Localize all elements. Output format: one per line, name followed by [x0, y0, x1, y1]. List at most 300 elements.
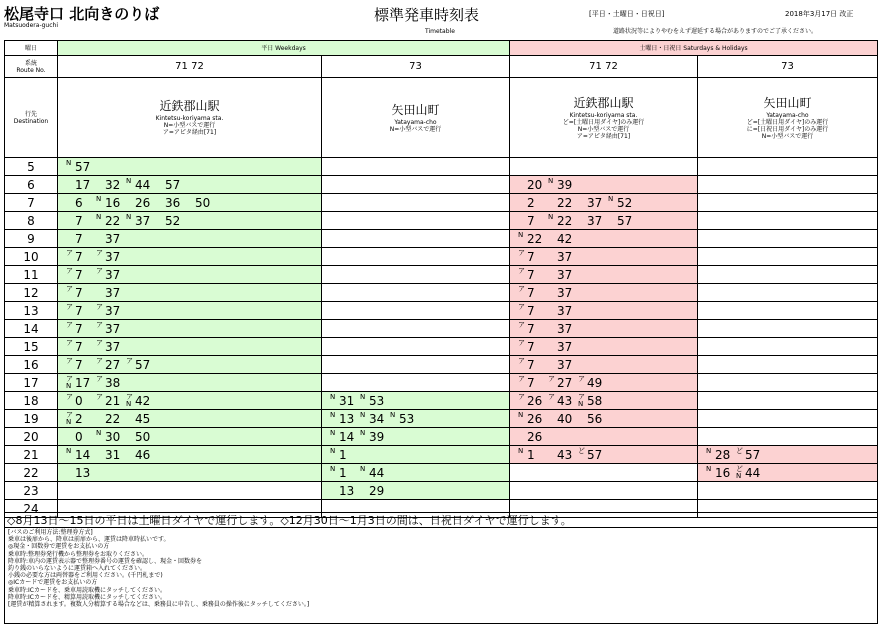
departure-marker: ア	[518, 285, 525, 293]
departure-minute: 53	[369, 394, 385, 408]
departure-minute: 31	[339, 394, 355, 408]
departures-weekday-73	[321, 320, 509, 338]
departures-weekday-73	[321, 266, 509, 284]
departures-weekday-73	[321, 194, 509, 212]
destination-name: 近鉄郡山駅	[573, 95, 634, 110]
stop-name: 松尾寺口 北向きのりば	[4, 5, 160, 23]
departure-marker: ア	[66, 303, 73, 311]
departure-minute: 7	[527, 340, 535, 354]
hour-cell: 9	[5, 230, 57, 248]
departures-holiday-73	[697, 464, 877, 482]
departures-holiday-71-72	[509, 248, 697, 266]
departure-minute: 0	[75, 394, 83, 408]
departure-minute: 22	[105, 412, 121, 426]
departures-weekday-71-72	[57, 230, 321, 248]
holiday-band: 土曜日・日祝日 Saturdays & Holidays	[509, 41, 877, 56]
departures-weekday-71-72	[57, 482, 321, 500]
departures-holiday-73	[697, 194, 877, 212]
departure-marker: N	[126, 177, 132, 185]
hour-cell: 22	[5, 464, 57, 482]
hour-cell: 21	[5, 446, 57, 464]
departures-weekday-73	[321, 356, 509, 374]
departure-minute: 16	[715, 466, 731, 480]
departure-minute: 22	[557, 214, 573, 228]
departure-marker: N	[96, 195, 102, 203]
departure-minute: 17	[75, 178, 91, 192]
departures-holiday-71-72	[509, 176, 697, 194]
departures-holiday-71-72	[509, 194, 697, 212]
destination-weekday-73	[321, 78, 509, 158]
departure-minute: 57	[745, 448, 761, 462]
departure-marker: ア	[66, 249, 73, 257]
departures-holiday-71-72	[509, 374, 697, 392]
departures-holiday-73	[697, 212, 877, 230]
hour-cell: 15	[5, 338, 57, 356]
timetable-grid	[4, 40, 878, 516]
departure-minute: 45	[135, 412, 151, 426]
departures-weekday-73	[321, 428, 509, 446]
destination-holiday-73	[697, 78, 877, 158]
departure-marker: ア	[518, 375, 525, 383]
departure-minute: 7	[527, 358, 535, 372]
departures-holiday-71-72	[509, 482, 697, 500]
departure-marker: ど	[736, 447, 743, 455]
hour-cell: 23	[5, 482, 57, 500]
departure-minute: 37	[557, 268, 573, 282]
departure-marker: ど	[578, 447, 585, 455]
departure-minute: 37	[105, 340, 121, 354]
departure-minute: 1	[527, 448, 535, 462]
departure-marker: ア	[578, 375, 585, 383]
departure-marker: N	[360, 393, 366, 401]
hour-cell: 16	[5, 356, 57, 374]
departure-minute: 7	[527, 286, 535, 300]
departure-minute: 37	[135, 214, 151, 228]
hour-cell: 24	[5, 500, 57, 518]
departures-weekday-71-72	[57, 410, 321, 428]
usage-line: [運賃が精算されます。複数人分精算する場合などは、乗務員に申告し、乗務員の操作後にタッチしてください。]	[8, 601, 310, 609]
departure-marker: アN	[66, 411, 73, 426]
departure-minute: 44	[369, 466, 385, 480]
departure-minute: 16	[105, 196, 121, 210]
destination-note: ど=[土曜日用ダイヤ]のみ運行	[746, 118, 829, 126]
departure-minute: 43	[557, 448, 573, 462]
departure-minute: 38	[105, 376, 121, 390]
destination-note: N=小型バスで運行	[577, 125, 630, 133]
departure-marker: N	[126, 213, 132, 221]
departures-weekday-73	[321, 212, 509, 230]
departure-minute: 13	[75, 466, 91, 480]
route-weekday-73: 73	[321, 56, 509, 78]
departure-minute: 7	[527, 322, 535, 336]
departure-marker: ア	[96, 321, 103, 329]
departure-minute: 37	[557, 358, 573, 372]
departure-minute: 39	[557, 178, 573, 192]
usage-line: 乗車時:ICカードを、乗車用読取機にタッチしてください。	[8, 586, 166, 594]
departures-weekday-71-72	[57, 446, 321, 464]
departure-minute: 7	[75, 358, 83, 372]
destination-label	[5, 78, 57, 158]
departures-holiday-71-72	[509, 266, 697, 284]
departure-minute: 7	[527, 304, 535, 318]
route-label-en: Route No.	[16, 66, 46, 74]
departure-minute: 7	[75, 250, 83, 264]
departures-holiday-71-72	[509, 464, 697, 482]
departure-marker: ア	[96, 267, 103, 275]
hour-cell: 8	[5, 212, 57, 230]
departure-marker: N	[706, 447, 712, 455]
departure-marker: N	[330, 447, 336, 455]
departure-minute: 53	[399, 412, 415, 426]
departure-marker: ア	[96, 375, 103, 383]
departure-minute: 57	[165, 178, 181, 192]
departures-weekday-73	[321, 482, 509, 500]
departure-minute: 37	[587, 214, 603, 228]
departures-weekday-71-72	[57, 356, 321, 374]
route-label	[5, 56, 57, 78]
usage-line: ◎現金・回数券で運賃をお支払いの方	[8, 543, 110, 551]
departure-marker: N	[548, 213, 554, 221]
departure-minute: 37	[105, 268, 121, 282]
departures-holiday-73	[697, 410, 877, 428]
operation-note: ◇8月13日～15日の平日は土曜日ダイヤで運行します。◇12月30日～1月3日の間は、日祝日ダイヤで運行します。	[4, 513, 878, 528]
departure-marker: N	[360, 411, 366, 419]
departure-minute: 37	[557, 286, 573, 300]
departure-marker: ア	[518, 303, 525, 311]
departure-minute: 17	[75, 376, 91, 390]
departure-minute: 6	[75, 196, 83, 210]
departure-minute: 27	[557, 376, 573, 390]
departure-marker: N	[330, 411, 336, 419]
departure-marker: ア	[518, 321, 525, 329]
departure-minute: 2	[75, 412, 83, 426]
day-label: 曜日	[5, 41, 57, 56]
departure-minute: 21	[105, 394, 121, 408]
departure-minute: 37	[557, 340, 573, 354]
departures-holiday-73	[697, 356, 877, 374]
departures-weekday-71-72	[57, 284, 321, 302]
departure-marker: ア	[66, 321, 73, 329]
departures-holiday-71-72	[509, 356, 697, 374]
departures-holiday-73	[697, 302, 877, 320]
departure-minute: 37	[557, 304, 573, 318]
departure-marker: ア	[96, 303, 103, 311]
departure-marker: ア	[518, 249, 525, 257]
usage-line: 乗車時:整理券発行機から整理券をお取りください。	[8, 550, 149, 558]
departure-marker: ア	[96, 393, 103, 401]
departures-holiday-71-72	[509, 428, 697, 446]
departure-minute: 0	[75, 430, 83, 444]
departures-weekday-71-72	[57, 176, 321, 194]
departure-marker: どN	[736, 465, 743, 480]
departure-marker: N	[360, 465, 366, 473]
departures-weekday-73	[321, 338, 509, 356]
destination-romaji: Kintetsu-koriyama sta.	[155, 115, 224, 122]
departures-weekday-71-72	[57, 428, 321, 446]
hour-cell: 5	[5, 158, 57, 176]
departure-marker: N	[66, 159, 72, 167]
departures-holiday-73	[697, 428, 877, 446]
destination-name: 矢田山町	[763, 95, 812, 110]
departure-minute: 31	[105, 448, 121, 462]
departure-minute: 7	[75, 304, 83, 318]
departures-holiday-71-72	[509, 338, 697, 356]
route-label-jp: 系統	[24, 59, 37, 67]
departure-minute: 37	[557, 250, 573, 264]
revision-date: 2018年3月17日 改正	[785, 10, 854, 18]
departures-weekday-71-72	[57, 302, 321, 320]
departure-minute: 26	[527, 412, 543, 426]
departure-marker: N	[548, 177, 554, 185]
departure-minute: 22	[527, 232, 543, 246]
departure-minute: 58	[587, 394, 603, 408]
departure-minute: 32	[105, 178, 121, 192]
service-days: [平日・土曜日・日祝日]	[589, 10, 665, 18]
departure-marker: ア	[518, 357, 525, 365]
departure-minute: 34	[369, 412, 385, 426]
departure-marker: ア	[518, 267, 525, 275]
departure-minute: 37	[587, 196, 603, 210]
departures-holiday-73	[697, 392, 877, 410]
departure-marker: N	[608, 195, 614, 203]
departure-minute: 42	[557, 232, 573, 246]
departures-holiday-71-72	[509, 320, 697, 338]
departure-marker: N	[96, 429, 102, 437]
departures-weekday-71-72	[57, 158, 321, 176]
departure-minute: 57	[75, 160, 91, 174]
departures-weekday-71-72	[57, 464, 321, 482]
departures-holiday-73	[697, 374, 877, 392]
departure-marker: ア	[96, 357, 103, 365]
departure-minute: 39	[369, 430, 385, 444]
departure-minute: 26	[527, 430, 543, 444]
departures-weekday-73	[321, 302, 509, 320]
departure-marker: ア	[548, 393, 555, 401]
departure-minute: 7	[75, 232, 83, 246]
departures-holiday-73	[697, 446, 877, 464]
departure-minute: 57	[587, 448, 603, 462]
hour-cell: 17	[5, 374, 57, 392]
destination-note: ア=アピタ経由[71]	[162, 129, 217, 136]
hour-cell: 13	[5, 302, 57, 320]
hour-cell: 20	[5, 428, 57, 446]
destination-romaji: Yatayama-cho	[394, 118, 437, 126]
departure-minute: 22	[557, 196, 573, 210]
departure-minute: 52	[617, 196, 633, 210]
departures-weekday-71-72	[57, 212, 321, 230]
departure-marker: アN	[578, 393, 585, 408]
departure-marker: アN	[66, 375, 73, 390]
hour-cell: 14	[5, 320, 57, 338]
usage-line: [バスのご利用方法:整理券方式]	[8, 529, 93, 536]
departure-marker: ア	[66, 339, 73, 347]
departure-minute: 37	[105, 304, 121, 318]
departure-minute: 49	[587, 376, 603, 390]
usage-instructions	[4, 528, 878, 624]
destination-note: N=小型バスで運行	[389, 125, 442, 133]
departure-marker: N	[330, 465, 336, 473]
departures-weekday-73	[321, 284, 509, 302]
departures-holiday-73	[697, 248, 877, 266]
hour-cell: 11	[5, 266, 57, 284]
departure-marker: ア	[518, 339, 525, 347]
departures-holiday-73	[697, 230, 877, 248]
departures-weekday-73	[321, 230, 509, 248]
departure-minute: 30	[105, 430, 121, 444]
page-title: 標準発車時刻表	[374, 6, 480, 24]
destination-note: N=小型バスで運行	[761, 132, 814, 140]
departures-weekday-73	[321, 446, 509, 464]
departure-marker: N	[518, 231, 524, 239]
departures-weekday-71-72	[57, 338, 321, 356]
departures-holiday-73	[697, 284, 877, 302]
departure-marker: N	[518, 447, 524, 455]
hour-cell: 7	[5, 194, 57, 212]
departure-minute: 57	[135, 358, 151, 372]
destination-label-jp: 行先	[24, 110, 37, 118]
departure-marker: N	[330, 393, 336, 401]
departures-holiday-71-72	[509, 410, 697, 428]
departure-marker: N	[66, 447, 72, 455]
departure-marker: N	[96, 213, 102, 221]
destination-note: ど=[土曜日用ダイヤ]のみ運行	[562, 118, 645, 126]
destination-romaji: Yatayama-cho	[766, 111, 809, 119]
departure-minute: 29	[369, 484, 385, 498]
departure-marker: ア	[548, 375, 555, 383]
departures-weekday-73	[321, 248, 509, 266]
hour-cell: 6	[5, 176, 57, 194]
departures-holiday-71-72	[509, 446, 697, 464]
departure-marker: ア	[66, 285, 73, 293]
departure-minute: 40	[557, 412, 573, 426]
departure-minute: 28	[715, 448, 731, 462]
departure-marker: ア	[66, 357, 73, 365]
departures-weekday-71-72	[57, 374, 321, 392]
departure-minute: 7	[75, 340, 83, 354]
departure-minute: 37	[105, 322, 121, 336]
usage-line: 乗車は後扉から、降車は前扉から、運賃は降車時払いです。	[8, 536, 170, 544]
hour-cell: 10	[5, 248, 57, 266]
stop-romaji: Matsuodera-guchi	[4, 22, 58, 29]
departure-marker: N	[706, 465, 712, 473]
departure-minute: 44	[745, 466, 761, 480]
departures-holiday-73	[697, 266, 877, 284]
departures-holiday-71-72	[509, 158, 697, 176]
departure-minute: 37	[105, 232, 121, 246]
departures-holiday-71-72	[509, 284, 697, 302]
departure-minute: 42	[135, 394, 151, 408]
departure-minute: 7	[527, 376, 535, 390]
departures-holiday-73	[697, 338, 877, 356]
departure-minute: 7	[75, 286, 83, 300]
usage-line: 小銭の必要な方は両替器をご利用ください。(千円札まで)	[8, 572, 163, 580]
destination-label-en: Destination	[13, 117, 49, 125]
route-holiday-73: 73	[697, 56, 877, 78]
departures-holiday-71-72	[509, 230, 697, 248]
departures-weekday-73	[321, 464, 509, 482]
departure-minute: 52	[165, 214, 181, 228]
departure-marker: N	[360, 429, 366, 437]
hour-cell: 19	[5, 410, 57, 428]
departure-minute: 50	[135, 430, 151, 444]
departures-weekday-71-72	[57, 248, 321, 266]
departure-minute: 14	[75, 448, 91, 462]
weekday-band: 平日 Weekdays	[57, 41, 509, 56]
departure-marker: ア	[126, 357, 133, 365]
departure-minute: 13	[339, 412, 355, 426]
destination-note: ア=アピタ経由[71]	[576, 132, 631, 140]
usage-line: ◎ICカードで運賃をお支払いの方	[8, 579, 98, 587]
destination-holiday-71-72	[509, 78, 697, 158]
departure-minute: 14	[339, 430, 355, 444]
departure-minute: 37	[557, 322, 573, 336]
departures-weekday-73	[321, 374, 509, 392]
destination-romaji: Kintetsu-koriyama sta.	[569, 111, 638, 119]
departures-holiday-73	[697, 320, 877, 338]
departure-minute: 7	[527, 250, 535, 264]
departure-minute: 57	[617, 214, 633, 228]
departure-minute: 22	[105, 214, 121, 228]
departure-marker: ア	[518, 393, 525, 401]
departure-minute: 7	[527, 268, 535, 282]
departure-minute: 37	[105, 250, 121, 264]
departure-minute: 7	[75, 322, 83, 336]
departure-minute: 1	[339, 466, 347, 480]
departure-marker: N	[330, 429, 336, 437]
departures-weekday-71-72	[57, 266, 321, 284]
destination-note: に=[日祝日用ダイヤ]のみ運行	[746, 125, 829, 133]
usage-line: 降車時:ICカードを、精算用読取機にタッチしてください。	[8, 593, 166, 601]
departures-weekday-73	[321, 392, 509, 410]
departure-marker: アN	[126, 393, 133, 408]
route-weekday-71-72: 71 72	[57, 56, 321, 78]
departure-minute: 20	[527, 178, 543, 192]
departures-holiday-71-72	[509, 212, 697, 230]
departures-weekday-71-72	[57, 194, 321, 212]
departure-minute: 26	[135, 196, 151, 210]
destination-name: 矢田山町	[391, 102, 440, 117]
departure-minute: 26	[527, 394, 543, 408]
departure-marker: ア	[96, 339, 103, 347]
hour-cell: 18	[5, 392, 57, 410]
page-subtitle: Timetable	[425, 28, 455, 35]
destination-name: 近鉄郡山駅	[159, 99, 220, 113]
destination-weekday-71-72	[57, 78, 321, 158]
departure-minute: 50	[195, 196, 211, 210]
departure-minute: 2	[527, 196, 535, 210]
departures-holiday-73	[697, 176, 877, 194]
usage-line: 降車時:車内の運賃表示器で整理券番号の運賃を確認し、現金・回数券を	[8, 557, 203, 565]
departure-minute: 7	[75, 214, 83, 228]
departures-holiday-73	[697, 158, 877, 176]
departure-marker: N	[390, 411, 396, 419]
departures-holiday-71-72	[509, 392, 697, 410]
departure-minute: 43	[557, 394, 573, 408]
departure-minute: 1	[339, 448, 347, 462]
destination-note: N=小型バスで運行	[163, 122, 216, 129]
departure-minute: 27	[105, 358, 121, 372]
departures-weekday-73	[321, 410, 509, 428]
departure-marker: N	[518, 411, 524, 419]
departure-minute: 46	[135, 448, 151, 462]
departures-weekday-71-72	[57, 320, 321, 338]
route-holiday-71-72: 71 72	[509, 56, 697, 78]
departure-minute: 44	[135, 178, 151, 192]
departures-weekday-73	[321, 158, 509, 176]
departures-holiday-71-72	[509, 302, 697, 320]
departure-minute: 36	[165, 196, 181, 210]
departure-marker: ア	[66, 393, 73, 401]
